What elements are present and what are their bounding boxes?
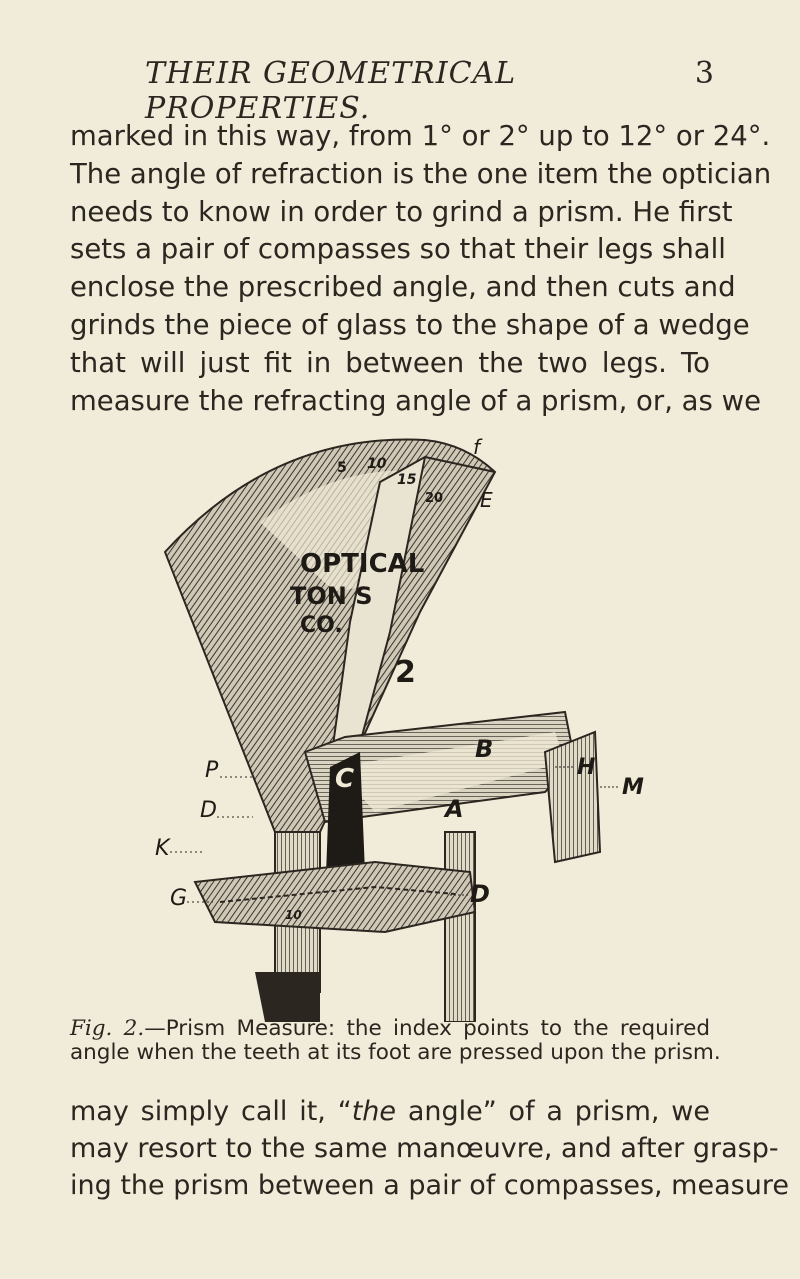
text-line: ing the prism between a pair of compasses, measure — [70, 1170, 789, 1201]
label-a: A — [445, 795, 464, 823]
figure-caption — [70, 1016, 721, 1065]
page-number: 3 — [694, 56, 715, 91]
caption-label: Fig. 2. — [70, 1016, 145, 1041]
text-line — [70, 1093, 710, 1130]
label-d-right: D — [470, 880, 490, 908]
stand-right-leg — [445, 832, 475, 1022]
dial-text-co: CO. — [300, 613, 343, 638]
label-h: H — [577, 755, 596, 780]
text-line: marked in this way, from 1° or 2° up to 12° or 24°. — [70, 120, 771, 152]
emphasis-the: the — [351, 1096, 396, 1127]
label-e: E — [480, 488, 493, 512]
prism-measure-figure — [125, 432, 705, 1022]
dial-scale-10: 10 — [367, 456, 387, 472]
dial-scale-20: 20 — [425, 491, 444, 506]
measure-foot — [195, 862, 475, 932]
label-k: K — [155, 836, 170, 861]
label-m: M — [622, 775, 644, 800]
caption-text: —Prism Measure: the index points to the required — [144, 1016, 710, 1041]
text-line: may resort to the same manœuvre, and after grasp- — [70, 1133, 779, 1164]
text-line: The angle of refraction is the one item the optician — [70, 157, 772, 190]
index-number-2: 2 — [395, 655, 416, 690]
text-line: measure the refracting angle of a prism, or, as we — [70, 384, 762, 417]
label-g: G — [170, 886, 188, 911]
caption-line-2: angle when the teeth at its foot are pressed upon the prism. — [70, 1040, 721, 1065]
dial-text-optical: OPTICAL — [300, 549, 425, 579]
right-jaw — [545, 732, 600, 862]
paragraph-2 — [70, 1093, 789, 1204]
text-line: grinds the piece of glass to the shape of a wedge — [70, 308, 750, 341]
text-segment: angle” of a prism, we — [396, 1096, 710, 1127]
dial-scale-15: 15 — [397, 472, 417, 488]
foot-scale-10: 10 — [285, 908, 302, 922]
text-line: sets a pair of compasses so that their legs shall — [70, 233, 726, 266]
text-line: needs to know in order to grind a prism. He first — [70, 195, 733, 228]
text-segment: may simply call it, “ — [70, 1096, 352, 1127]
dial-text-boston: TON S — [290, 582, 373, 610]
dial-scale-5: 5 — [337, 460, 347, 476]
text-line: enclose the prescribed angle, and then cuts and — [70, 271, 736, 304]
prism-measure-illustration — [125, 432, 705, 1022]
caption-line-1 — [70, 1017, 710, 1041]
label-c: C — [335, 764, 355, 794]
label-d-left: D — [200, 798, 217, 823]
label-f: f — [473, 435, 481, 459]
label-p: P — [205, 758, 219, 783]
paragraph-1 — [70, 118, 772, 420]
text-line: that will just fit in between the two legs. To — [70, 346, 710, 379]
running-head-title: THEIR GEOMETRICAL PROPERTIES. — [145, 56, 517, 126]
label-b: B — [475, 735, 494, 763]
stand-left-foot — [255, 972, 320, 1022]
